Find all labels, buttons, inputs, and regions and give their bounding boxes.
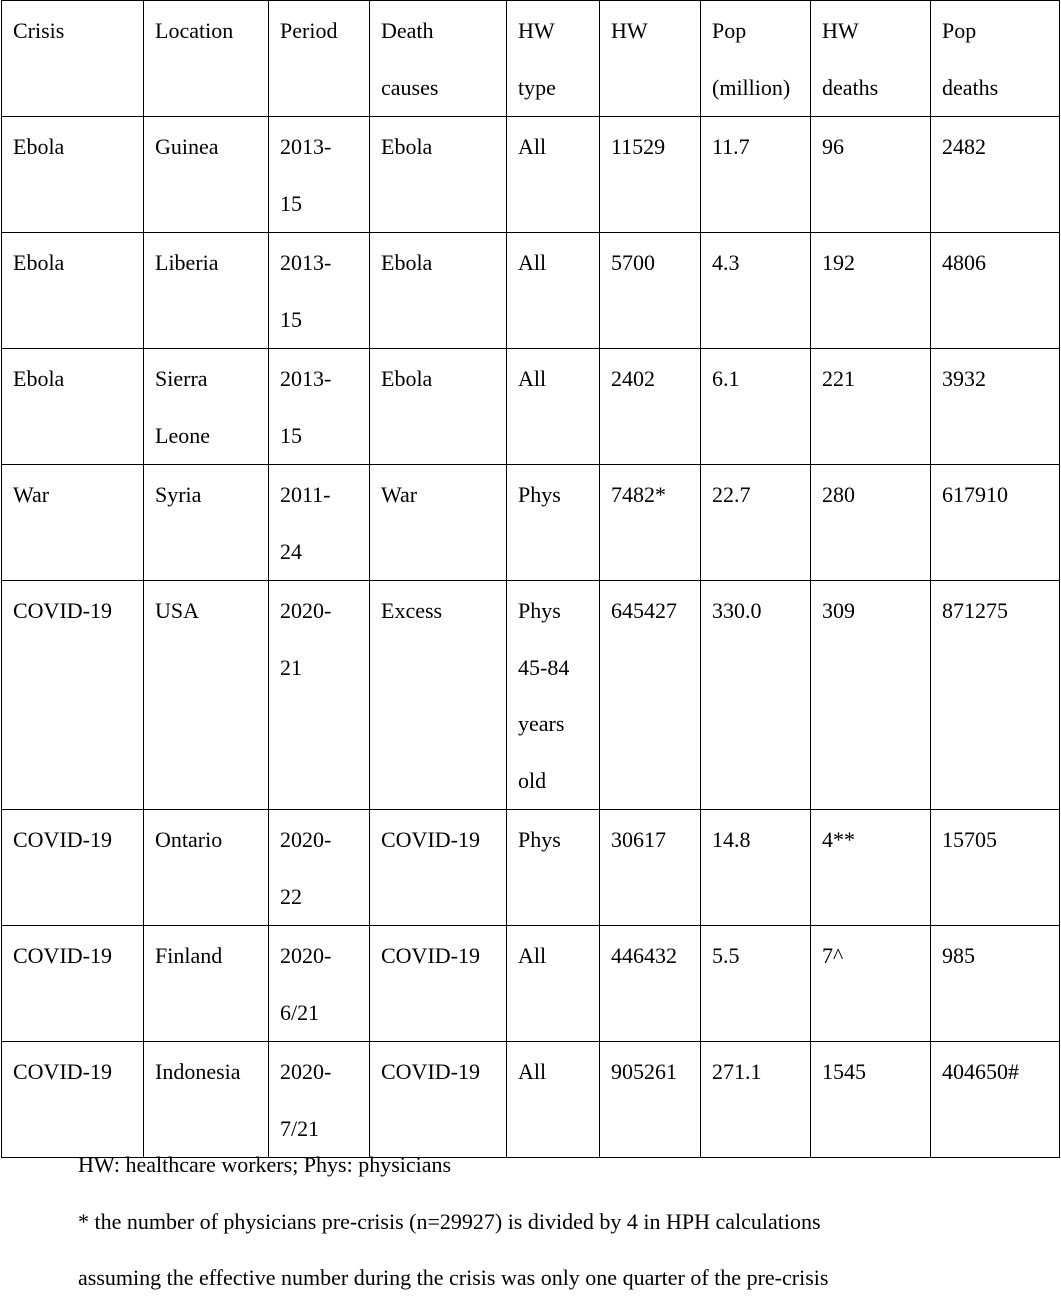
cell-text: Finland (155, 943, 223, 968)
cell-text: COVID-19 (381, 943, 480, 968)
cell-location (144, 233, 269, 349)
cell-text: 2020- (280, 598, 332, 623)
cell-text: War (381, 482, 418, 507)
cell-text: deaths (942, 74, 999, 100)
cell-text: 6/21 (280, 999, 320, 1025)
header-cell-period (269, 1, 370, 117)
cell-text: 446432 (611, 943, 677, 968)
cell-text: All (518, 1059, 547, 1084)
cell-text: 2013- (280, 366, 332, 391)
cell-text: 14.8 (712, 827, 751, 852)
cell-hw-deaths (811, 926, 931, 1042)
cell-death-causes (370, 233, 507, 349)
cell-text: COVID-19 (13, 1059, 112, 1084)
cell-text: 24 (280, 538, 302, 564)
cell-text: 15 (280, 190, 302, 216)
cell-hw (600, 117, 701, 233)
cell-text: 22 (280, 883, 302, 909)
cell-hw (600, 349, 701, 465)
cell-text: 11.7 (712, 134, 750, 159)
cell-text: 2402 (611, 366, 655, 391)
cell-text: 280 (822, 482, 855, 507)
cell-text: 2011- (280, 482, 331, 507)
cell-text: 5700 (611, 250, 655, 275)
cell-hw (600, 581, 701, 810)
cell-hw-deaths (811, 465, 931, 581)
cell-text: Indonesia (155, 1059, 241, 1084)
header-cell-pop-million (701, 1, 811, 117)
cell-text: 15 (280, 422, 302, 448)
cell-pop-deaths (931, 233, 1060, 349)
cell-text: All (518, 250, 547, 275)
cell-text: 7482* (611, 482, 666, 507)
cell-pop-deaths (931, 465, 1060, 581)
header-row (2, 1, 1060, 117)
cell-text: 4.3 (712, 250, 740, 275)
note-asterisk-continued: assuming the effective number during the crisis was only one quarter of the pre-crisis (78, 1265, 829, 1290)
cell-hw-type (507, 810, 600, 926)
cell-text: 4** (822, 827, 855, 852)
cell-hw-type (507, 117, 600, 233)
cell-period (269, 233, 370, 349)
cell-text: 2013- (280, 250, 332, 275)
cell-text: Ebola (13, 134, 65, 159)
cell-hw-deaths (811, 349, 931, 465)
cell-crisis (2, 581, 144, 810)
header-cell-hw (600, 1, 701, 117)
cell-text: COVID-19 (13, 943, 112, 968)
header-cell-death-causes (370, 1, 507, 117)
cell-text: HW (611, 18, 648, 43)
cell-crisis (2, 349, 144, 465)
cell-text: Phys (518, 598, 561, 623)
cell-pop-million (701, 233, 811, 349)
cell-text: 330.0 (712, 598, 762, 623)
cell-text: Period (280, 18, 338, 43)
cell-text: Syria (155, 482, 202, 507)
cell-text: 3932 (942, 366, 986, 391)
table-row (2, 349, 1060, 465)
cell-hw-deaths (811, 233, 931, 349)
cell-text: 4806 (942, 250, 986, 275)
cell-text: COVID-19 (13, 827, 112, 852)
data-table (1, 0, 1060, 1158)
cell-text: causes (381, 74, 439, 100)
cell-hw-type (507, 926, 600, 1042)
cell-text: 96 (822, 134, 844, 159)
cell-hw (600, 926, 701, 1042)
cell-pop-million (701, 349, 811, 465)
cell-text: 2013- (280, 134, 332, 159)
cell-pop-million (701, 465, 811, 581)
cell-location (144, 581, 269, 810)
cell-text: 2482 (942, 134, 986, 159)
cell-text: 645427 (611, 598, 677, 623)
cell-death-causes (370, 465, 507, 581)
table-row (2, 810, 1060, 926)
cell-text: 7^ (822, 943, 844, 968)
cell-text: 404650# (942, 1059, 1019, 1084)
table-notes (78, 1137, 1038, 1307)
cell-death-causes (370, 117, 507, 233)
cell-text: 6.1 (712, 366, 740, 391)
cell-text: (million) (712, 74, 791, 100)
note-asterisk: * the number of physicians pre-crisis (n=29927) is divided by 4 in HPH calculations (78, 1208, 821, 1234)
cell-text: Ebola (13, 366, 65, 391)
cell-text: Pop (942, 18, 977, 43)
cell-text: War (13, 482, 50, 507)
cell-crisis (2, 465, 144, 581)
cell-text: 7/21 (280, 1115, 320, 1141)
cell-text: All (518, 366, 547, 391)
cell-text: 11529 (611, 134, 666, 159)
cell-period (269, 465, 370, 581)
cell-text: 905261 (611, 1059, 677, 1084)
cell-pop-deaths (931, 581, 1060, 810)
cell-text: 985 (942, 943, 975, 968)
header-cell-hw-type (507, 1, 600, 117)
cell-hw-deaths (811, 117, 931, 233)
cell-text: type (518, 74, 556, 100)
cell-hw-deaths (811, 581, 931, 810)
cell-text: 192 (822, 250, 855, 275)
cell-death-causes (370, 349, 507, 465)
cell-text: COVID-19 (381, 1059, 480, 1084)
cell-text: 15 (280, 306, 302, 332)
cell-crisis (2, 926, 144, 1042)
cell-pop-million (701, 581, 811, 810)
table-row (2, 233, 1060, 349)
cell-text: Leone (155, 422, 210, 448)
cell-crisis (2, 810, 144, 926)
cell-text: 221 (822, 366, 855, 391)
cell-text: Pop (712, 18, 747, 43)
header-cell-hw-deaths (811, 1, 931, 117)
note-abbreviations: HW: healthcare workers; Phys: physicians (78, 1152, 452, 1177)
cell-text: Liberia (155, 250, 219, 275)
cell-text: Ebola (381, 366, 433, 391)
cell-hw-type (507, 465, 600, 581)
header-cell-pop-deaths (931, 1, 1060, 117)
cell-text: Excess (381, 598, 443, 623)
cell-text: 871275 (942, 598, 1008, 623)
cell-period (269, 349, 370, 465)
cell-location (144, 465, 269, 581)
cell-text: Ontario (155, 827, 223, 852)
table-row (2, 465, 1060, 581)
cell-hw-type (507, 233, 600, 349)
cell-location (144, 810, 269, 926)
cell-text: 21 (280, 654, 302, 680)
cell-text: HW (518, 18, 555, 43)
cell-hw-deaths (811, 810, 931, 926)
cell-text: 617910 (942, 482, 1008, 507)
cell-text: years (518, 711, 565, 736)
cell-text: Location (155, 18, 234, 43)
cell-period (269, 581, 370, 810)
cell-hw-type (507, 581, 600, 810)
cell-text: deaths (822, 74, 879, 100)
cell-crisis (2, 117, 144, 233)
cell-text: 45-84 (518, 654, 570, 680)
table-row (2, 926, 1060, 1042)
cell-text: COVID-19 (381, 827, 480, 852)
cell-pop-deaths (931, 117, 1060, 233)
cell-text: 2020- (280, 827, 332, 852)
cell-period (269, 117, 370, 233)
cell-text: 15705 (942, 827, 997, 852)
cell-death-causes (370, 926, 507, 1042)
cell-text: 2020- (280, 943, 332, 968)
cell-hw (600, 233, 701, 349)
cell-pop-deaths (931, 926, 1060, 1042)
cell-text: 309 (822, 598, 855, 623)
cell-location (144, 117, 269, 233)
cell-text: Sierra (155, 366, 208, 391)
cell-pop-deaths (931, 810, 1060, 926)
cell-period (269, 926, 370, 1042)
cell-pop-million (701, 810, 811, 926)
cell-text: Ebola (381, 250, 433, 275)
cell-text: 22.7 (712, 482, 751, 507)
cell-text: 1545 (822, 1059, 866, 1084)
table-row (2, 581, 1060, 810)
cell-text: Phys (518, 482, 561, 507)
cell-text: Death (381, 18, 434, 43)
cell-text: 2020- (280, 1059, 332, 1084)
cell-pop-deaths (931, 349, 1060, 465)
cell-death-causes (370, 581, 507, 810)
cell-pop-million (701, 926, 811, 1042)
cell-crisis (2, 233, 144, 349)
cell-text: HW (822, 18, 859, 43)
cell-text: USA (155, 598, 200, 623)
cell-text: Ebola (381, 134, 433, 159)
cell-text: old (518, 767, 547, 793)
cell-text: COVID-19 (13, 598, 112, 623)
cell-location (144, 926, 269, 1042)
cell-text: All (518, 134, 547, 159)
cell-hw-type (507, 349, 600, 465)
cell-text: 30617 (611, 827, 666, 852)
cell-location (144, 349, 269, 465)
cell-text: Guinea (155, 134, 219, 159)
cell-text: 5.5 (712, 943, 740, 968)
header-cell-crisis (2, 1, 144, 117)
cell-text: Ebola (13, 250, 65, 275)
header-cell-location (144, 1, 269, 117)
cell-text: Crisis (13, 18, 65, 43)
cell-text: All (518, 943, 547, 968)
cell-hw (600, 810, 701, 926)
cell-text: 271.1 (712, 1059, 762, 1084)
cell-hw (600, 465, 701, 581)
cell-pop-million (701, 117, 811, 233)
table-row (2, 117, 1060, 233)
cell-period (269, 810, 370, 926)
cell-death-causes (370, 810, 507, 926)
cell-text: Phys (518, 827, 561, 852)
